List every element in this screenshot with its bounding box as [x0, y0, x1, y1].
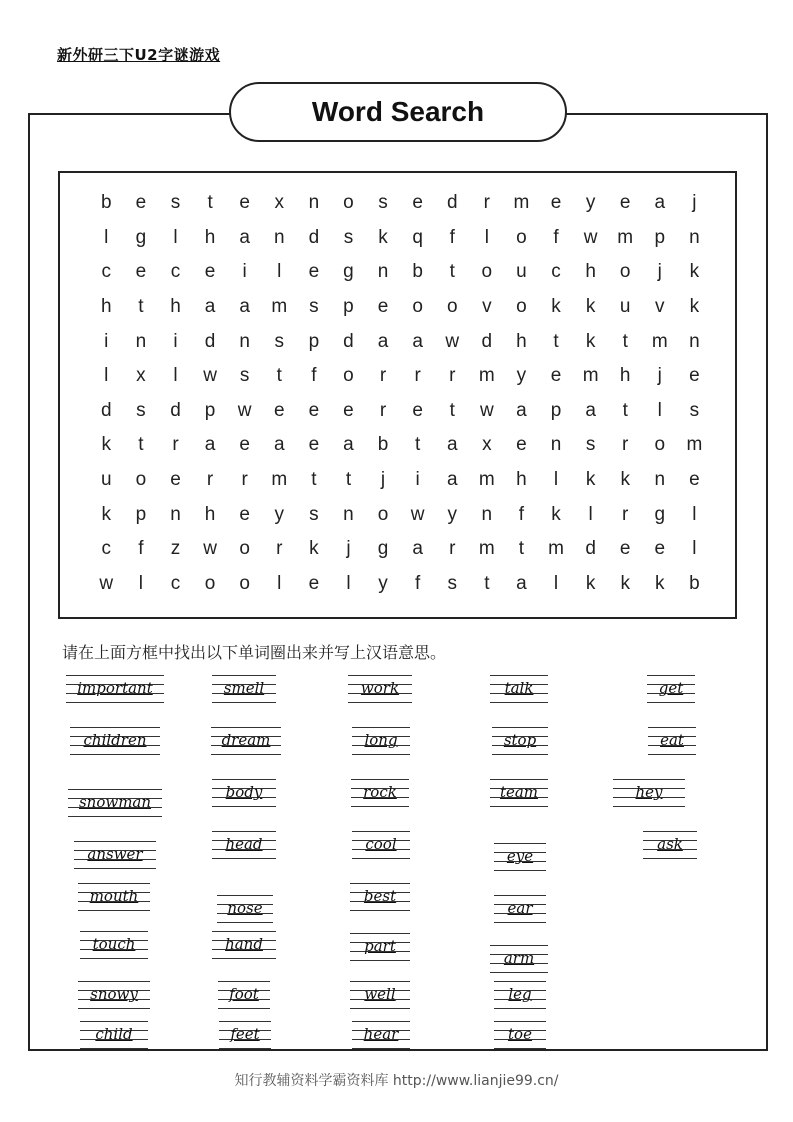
grid-letter[interactable]: u: [619, 296, 631, 318]
grid-letter[interactable]: e: [308, 261, 320, 283]
grid-letter[interactable]: r: [206, 469, 214, 491]
grid-letter[interactable]: m: [271, 296, 288, 318]
word-text: hand: [225, 935, 263, 953]
grid-letter[interactable]: a: [412, 330, 423, 352]
grid-letter[interactable]: k: [585, 330, 596, 352]
grid-letter[interactable]: a: [204, 296, 216, 318]
instruction: 请在上面方框中找出以下单词圈出来并写上汉语意思。: [62, 643, 447, 662]
grid-letter[interactable]: e: [550, 192, 562, 214]
grid-letter[interactable]: e: [239, 434, 250, 456]
grid-letter[interactable]: t: [449, 399, 455, 421]
grid-letter[interactable]: e: [654, 538, 666, 560]
grid-letter[interactable]: e: [412, 192, 423, 214]
grid-letter[interactable]: b: [412, 261, 423, 283]
grid-letter[interactable]: c: [101, 538, 112, 560]
grid-letter[interactable]: l: [553, 572, 559, 594]
grid-letter[interactable]: b: [689, 572, 700, 594]
grid-letter[interactable]: s: [378, 192, 388, 214]
word-text: toe: [508, 1025, 532, 1043]
word-text: leg: [508, 985, 532, 1003]
grid-letter[interactable]: o: [239, 572, 250, 594]
grid-letter[interactable]: d: [446, 192, 458, 214]
grid-letter[interactable]: r: [414, 365, 421, 387]
grid-letter[interactable]: o: [343, 192, 354, 214]
word-text: part: [364, 937, 396, 955]
grid-letter[interactable]: i: [173, 330, 178, 352]
grid-letter[interactable]: k: [551, 296, 561, 318]
grid-letter[interactable]: e: [550, 365, 562, 387]
word-text: snowman: [78, 793, 152, 811]
grid-letter[interactable]: e: [308, 572, 320, 594]
grid-letter[interactable]: g: [654, 503, 666, 525]
grid-letter[interactable]: w: [479, 399, 494, 421]
grid-letter[interactable]: e: [412, 399, 423, 421]
word-item: [494, 840, 546, 872]
grid-letter[interactable]: m: [478, 365, 495, 387]
grid-letter[interactable]: k: [309, 538, 319, 560]
grid-letter[interactable]: o: [516, 226, 527, 248]
word-text: mouth: [89, 887, 139, 905]
grid-letter[interactable]: t: [138, 296, 144, 318]
grid-letter[interactable]: a: [412, 538, 423, 560]
grid-letter[interactable]: s: [309, 296, 319, 318]
grid-letter[interactable]: m: [478, 538, 495, 560]
grid-letter[interactable]: r: [379, 365, 387, 387]
grid-letter[interactable]: a: [654, 192, 666, 214]
word-item: [643, 828, 697, 860]
grid-letter[interactable]: n: [135, 330, 147, 352]
grid-letter[interactable]: e: [689, 469, 700, 491]
grid-letter[interactable]: d: [101, 399, 112, 421]
grid-letter[interactable]: s: [170, 192, 181, 214]
grid-letter[interactable]: r: [449, 538, 456, 560]
word-item: [218, 978, 270, 1010]
grid-letter[interactable]: h: [516, 469, 527, 491]
grid-letter[interactable]: e: [619, 538, 631, 560]
grid-letter[interactable]: h: [516, 330, 527, 352]
grid-letter[interactable]: k: [551, 503, 561, 525]
grid-letter[interactable]: m: [651, 330, 668, 352]
word-text: well: [364, 985, 396, 1003]
grid-letter[interactable]: e: [689, 365, 700, 387]
letter-grid: [89, 186, 712, 601]
grid-letter[interactable]: g: [343, 261, 354, 283]
grid-letter[interactable]: e: [204, 261, 216, 283]
grid-letter[interactable]: a: [446, 469, 458, 491]
grid-letter[interactable]: n: [273, 226, 285, 248]
grid-letter[interactable]: j: [657, 261, 662, 283]
grid-letter[interactable]: e: [308, 434, 320, 456]
word-item: [219, 1018, 271, 1050]
grid-letter[interactable]: i: [242, 261, 247, 283]
grid-letter[interactable]: u: [101, 469, 112, 491]
grid-letter[interactable]: k: [585, 469, 596, 491]
grid-letter[interactable]: w: [410, 503, 425, 525]
word-item: [80, 928, 148, 960]
grid-letter[interactable]: o: [619, 261, 631, 283]
grid-letter[interactable]: c: [101, 261, 112, 283]
grid-letter[interactable]: n: [689, 330, 700, 352]
grid-letter[interactable]: w: [445, 330, 460, 352]
grid-letter[interactable]: o: [135, 469, 147, 491]
grid-letter[interactable]: t: [484, 572, 490, 594]
word-item: [348, 672, 412, 704]
grid-letter[interactable]: l: [138, 572, 143, 594]
grid-letter[interactable]: s: [309, 503, 319, 525]
grid-letter[interactable]: j: [380, 469, 386, 491]
grid-letter[interactable]: d: [170, 399, 181, 421]
grid-letter[interactable]: e: [619, 192, 631, 214]
grid-letter[interactable]: y: [585, 192, 596, 214]
grid-letter[interactable]: r: [622, 503, 629, 525]
grid-letter[interactable]: d: [585, 538, 596, 560]
word-text: arm: [503, 949, 535, 967]
word-text: best: [363, 887, 397, 905]
word-item: [351, 776, 409, 808]
grid-letter[interactable]: f: [138, 538, 144, 560]
word-text: important: [77, 679, 153, 697]
grid-letter[interactable]: o: [204, 572, 216, 594]
word-text: eat: [660, 731, 684, 749]
document-title: 新外研三下U2字谜游戏: [57, 46, 221, 64]
grid-letter[interactable]: r: [449, 365, 456, 387]
grid-letter[interactable]: m: [548, 538, 564, 560]
word-item: [78, 880, 150, 912]
grid-letter[interactable]: e: [273, 399, 285, 421]
grid-letter[interactable]: p: [550, 399, 562, 421]
grid-letter[interactable]: t: [276, 365, 282, 387]
grid-letter[interactable]: o: [446, 296, 458, 318]
grid-letter[interactable]: k: [689, 261, 700, 283]
word-item: [68, 786, 162, 818]
grid-letter[interactable]: s: [136, 399, 146, 421]
grid-letter[interactable]: e: [516, 434, 527, 456]
grid-letter[interactable]: r: [622, 434, 629, 456]
word-text: hear: [363, 1025, 399, 1043]
grid-letter[interactable]: v: [482, 296, 492, 318]
grid-letter[interactable]: a: [204, 434, 216, 456]
grid-letter[interactable]: k: [101, 503, 112, 525]
grid-letter[interactable]: s: [239, 365, 250, 387]
grid-letter[interactable]: e: [170, 469, 181, 491]
grid-letter[interactable]: f: [553, 226, 559, 248]
word-text: talk: [504, 679, 534, 697]
word-item: [490, 942, 548, 974]
word-text: feet: [230, 1025, 260, 1043]
grid-letter[interactable]: m: [686, 434, 703, 456]
word-item: [211, 724, 281, 756]
grid-letter[interactable]: n: [689, 226, 700, 248]
grid-letter[interactable]: p: [204, 399, 216, 421]
grid-letter[interactable]: m: [582, 365, 599, 387]
grid-letter[interactable]: k: [620, 572, 630, 594]
grid-letter[interactable]: h: [170, 296, 181, 318]
grid-letter[interactable]: w: [203, 538, 217, 560]
grid-letter[interactable]: t: [622, 399, 628, 421]
grid-letter[interactable]: s: [274, 330, 285, 352]
grid-letter[interactable]: k: [620, 469, 630, 491]
grid-letter[interactable]: o: [343, 365, 354, 387]
grid-letter[interactable]: l: [692, 538, 697, 560]
grid-letter[interactable]: y: [516, 365, 527, 387]
word-item: [74, 838, 156, 870]
word-text: eye: [506, 847, 534, 865]
grid-letter[interactable]: f: [311, 365, 317, 387]
grid-letter[interactable]: h: [204, 503, 216, 525]
grid-letter[interactable]: p: [308, 330, 320, 352]
word-text: children: [83, 731, 147, 749]
grid-letter[interactable]: l: [484, 226, 489, 248]
grid-letter[interactable]: w: [99, 572, 114, 594]
word-text: head: [225, 835, 263, 853]
word-item: [647, 672, 695, 704]
grid-letter[interactable]: m: [271, 469, 288, 491]
word-item: [352, 828, 410, 860]
grid-letter[interactable]: a: [377, 330, 389, 352]
grid-letter[interactable]: z: [170, 538, 181, 560]
grid-letter[interactable]: o: [377, 503, 389, 525]
grid-letter[interactable]: s: [447, 572, 457, 594]
grid-letter[interactable]: t: [311, 469, 317, 491]
grid-letter[interactable]: k: [689, 296, 700, 318]
grid-letter[interactable]: e: [377, 296, 389, 318]
grid-letter[interactable]: c: [170, 261, 181, 283]
word-item: [492, 724, 548, 756]
grid-letter[interactable]: f: [518, 503, 525, 525]
grid-letter[interactable]: a: [273, 434, 285, 456]
grid-letter[interactable]: l: [277, 572, 282, 594]
grid-letter[interactable]: m: [478, 469, 495, 491]
grid-letter[interactable]: r: [241, 469, 248, 491]
grid-letter[interactable]: t: [449, 261, 455, 283]
grid-letter[interactable]: l: [553, 469, 559, 491]
grid-letter[interactable]: a: [446, 434, 458, 456]
grid-letter[interactable]: c: [170, 572, 181, 594]
grid-letter[interactable]: l: [104, 365, 109, 387]
word-text: hey: [635, 783, 663, 801]
word-text: body: [225, 783, 263, 801]
grid-letter[interactable]: d: [204, 330, 216, 352]
grid-letter[interactable]: a: [343, 434, 354, 456]
grid-letter[interactable]: d: [481, 330, 493, 352]
grid-letter[interactable]: r: [172, 434, 179, 456]
grid-letter[interactable]: s: [689, 399, 700, 421]
word-item: [350, 930, 410, 962]
grid-letter[interactable]: t: [415, 434, 421, 456]
grid-letter[interactable]: h: [204, 226, 216, 248]
grid-letter[interactable]: e: [135, 261, 147, 283]
word-item: [352, 1018, 410, 1050]
grid-letter[interactable]: s: [585, 434, 596, 456]
grid-letter[interactable]: j: [346, 538, 351, 560]
word-text: team: [499, 783, 539, 801]
grid-letter[interactable]: t: [518, 538, 525, 560]
grid-letter[interactable]: a: [239, 296, 250, 318]
grid-letter[interactable]: y: [378, 572, 388, 594]
grid-letter[interactable]: n: [343, 503, 354, 525]
grid-letter[interactable]: g: [135, 226, 147, 248]
word-text: touch: [92, 935, 136, 953]
word-item: [494, 1018, 546, 1050]
grid-letter[interactable]: n: [308, 192, 320, 214]
grid-letter[interactable]: l: [277, 261, 282, 283]
heading-pill: [229, 82, 567, 142]
word-text: work: [360, 679, 400, 697]
word-item: [80, 1018, 148, 1050]
grid-letter[interactable]: q: [412, 226, 423, 248]
grid-letter[interactable]: w: [583, 226, 598, 248]
grid-letter[interactable]: y: [447, 503, 457, 525]
grid-letter[interactable]: h: [585, 261, 596, 283]
grid-letter[interactable]: t: [622, 330, 628, 352]
grid-letter[interactable]: r: [276, 538, 283, 560]
word-item: [350, 978, 410, 1010]
grid-letter[interactable]: k: [585, 572, 596, 594]
grid-letter[interactable]: b: [377, 434, 389, 456]
grid-letter[interactable]: k: [101, 434, 112, 456]
grid-letter[interactable]: l: [588, 503, 593, 525]
grid-letter[interactable]: n: [239, 330, 250, 352]
grid-letter[interactable]: h: [619, 365, 631, 387]
word-item: [212, 776, 276, 808]
grid-letter[interactable]: e: [308, 399, 320, 421]
grid-letter[interactable]: l: [173, 365, 178, 387]
word-text: smell: [223, 679, 265, 697]
word-text: ear: [507, 899, 533, 917]
grid-letter[interactable]: m: [617, 226, 634, 248]
grid-letter[interactable]: a: [585, 399, 596, 421]
grid-letter[interactable]: p: [654, 226, 666, 248]
grid-letter[interactable]: w: [237, 399, 252, 421]
grid-letter[interactable]: n: [550, 434, 562, 456]
word-item: [352, 724, 410, 756]
word-text: get: [658, 679, 684, 697]
grid-letter[interactable]: p: [135, 503, 147, 525]
grid-letter[interactable]: l: [692, 503, 697, 525]
grid-letter[interactable]: a: [239, 226, 250, 248]
word-text: answer: [87, 845, 143, 863]
grid-letter[interactable]: a: [516, 572, 527, 594]
grid-letter[interactable]: i: [415, 469, 420, 491]
word-item: [494, 978, 546, 1010]
word-item: [613, 776, 685, 808]
word-item: [350, 880, 410, 912]
grid-letter[interactable]: w: [203, 365, 217, 387]
grid-letter[interactable]: o: [481, 261, 493, 283]
word-text: rock: [363, 783, 397, 801]
grid-letter[interactable]: j: [657, 365, 662, 387]
word-item: [212, 828, 276, 860]
grid-letter[interactable]: f: [415, 572, 421, 594]
word-text: long: [364, 731, 398, 749]
grid-letter[interactable]: d: [343, 330, 354, 352]
grid-letter[interactable]: n: [481, 503, 493, 525]
word-text: stop: [503, 731, 537, 749]
grid-letter[interactable]: v: [655, 296, 665, 318]
heading: Word Search: [311, 96, 485, 127]
grid-letter[interactable]: r: [483, 192, 490, 214]
grid-letter[interactable]: x: [274, 192, 285, 214]
grid-letter[interactable]: n: [170, 503, 181, 525]
grid-letter[interactable]: o: [412, 296, 423, 318]
word-text: child: [95, 1025, 133, 1043]
word-item: [66, 672, 164, 704]
grid-letter[interactable]: t: [553, 330, 559, 352]
word-text: cool: [365, 835, 397, 853]
grid-letter[interactable]: k: [378, 226, 388, 248]
word-text: nose: [227, 899, 263, 917]
grid-letter[interactable]: o: [239, 538, 250, 560]
word-text: snowy: [90, 985, 138, 1003]
word-item: [648, 724, 696, 756]
word-item: [490, 776, 548, 808]
grid-letter[interactable]: l: [104, 226, 109, 248]
grid-letter[interactable]: u: [516, 261, 527, 283]
grid-letter[interactable]: x: [482, 434, 492, 456]
grid-letter[interactable]: l: [173, 226, 178, 248]
grid-letter[interactable]: p: [343, 296, 354, 318]
word-text: ask: [657, 835, 683, 853]
grid-letter[interactable]: n: [654, 469, 666, 491]
grid-letter[interactable]: l: [346, 572, 351, 594]
word-item: [70, 724, 160, 756]
word-item: [78, 978, 150, 1010]
grid-letter[interactable]: c: [551, 261, 561, 283]
grid-letter[interactable]: e: [239, 503, 250, 525]
grid-letter[interactable]: a: [516, 399, 527, 421]
grid-letter[interactable]: r: [379, 399, 387, 421]
word-item: [212, 928, 276, 960]
grid-letter[interactable]: b: [101, 192, 112, 214]
grid-letter[interactable]: n: [377, 261, 389, 283]
word-item: [494, 892, 546, 924]
grid-letter[interactable]: e: [239, 192, 250, 214]
word-text: dream: [221, 731, 271, 749]
grid-letter[interactable]: l: [657, 399, 662, 421]
grid-letter[interactable]: s: [343, 226, 354, 248]
grid-letter[interactable]: y: [274, 503, 285, 525]
grid-letter[interactable]: t: [138, 434, 144, 456]
grid-letter[interactable]: t: [207, 192, 213, 214]
word-item: [490, 672, 548, 704]
grid-letter[interactable]: t: [345, 469, 352, 491]
grid-letter[interactable]: g: [377, 538, 389, 560]
grid-letter[interactable]: e: [343, 399, 354, 421]
grid-letter[interactable]: d: [308, 226, 320, 248]
grid-letter[interactable]: k: [655, 572, 665, 594]
word-item: [212, 672, 276, 704]
grid-letter[interactable]: k: [585, 296, 596, 318]
grid-letter[interactable]: f: [449, 226, 455, 248]
word-item: [217, 892, 273, 924]
grid-letter[interactable]: h: [101, 296, 112, 318]
grid-letter[interactable]: o: [516, 296, 527, 318]
footer: 知行教辅资料学霸资料库 http://www.lianjie99.cn/: [234, 1073, 559, 1089]
grid-letter[interactable]: j: [692, 192, 697, 214]
grid-letter[interactable]: i: [104, 330, 109, 352]
grid-letter[interactable]: e: [135, 192, 147, 214]
grid-letter[interactable]: o: [654, 434, 666, 456]
grid-letter[interactable]: m: [513, 192, 530, 214]
word-text: foot: [229, 985, 259, 1003]
grid-letter[interactable]: x: [136, 365, 146, 387]
